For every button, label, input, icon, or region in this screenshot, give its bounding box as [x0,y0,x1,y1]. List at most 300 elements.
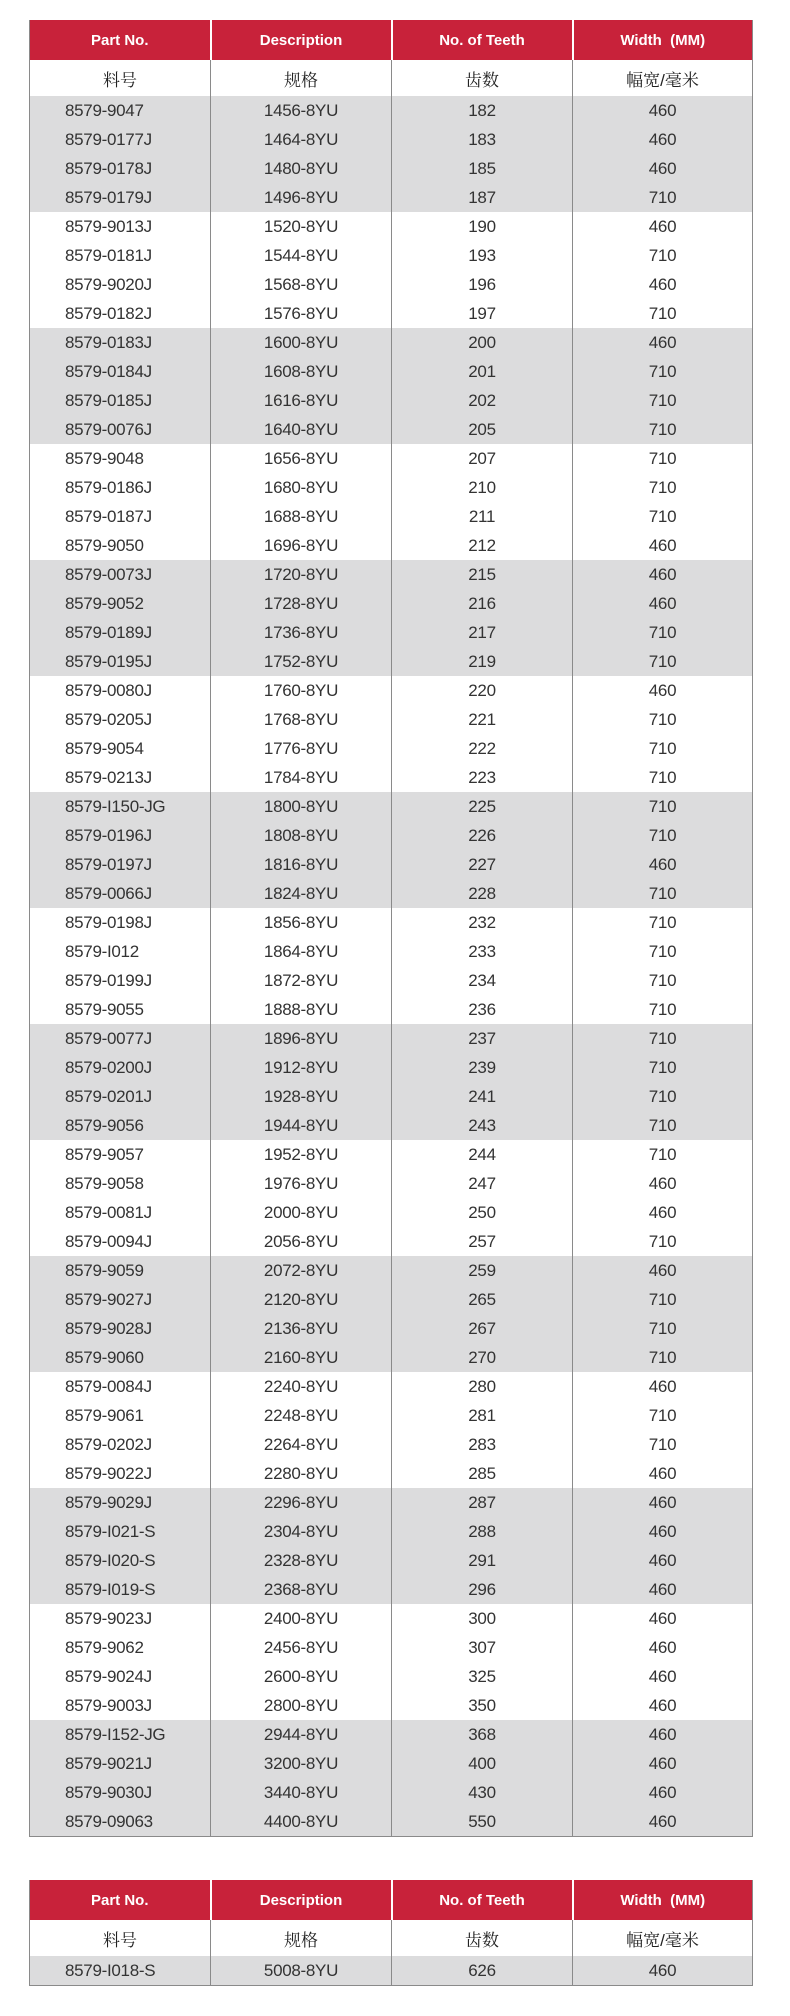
cell-width: 710 [573,937,753,966]
table-row [30,299,753,328]
cell-part-no: 8579-0084J [30,1372,211,1401]
header-description: Description [211,20,392,60]
cell-description: 1896-8YU [211,1024,392,1053]
cell-teeth: 205 [392,415,573,444]
header-zh-description: 规格 [211,1920,392,1956]
header-teeth: No. of Teeth [392,1880,573,1920]
cell-teeth: 296 [392,1575,573,1604]
cell-width: 710 [573,299,753,328]
cell-part-no: 8579-I152-JG [30,1720,211,1749]
cell-teeth: 247 [392,1169,573,1198]
cell-part-no: 8579-9057 [30,1140,211,1169]
table-row [30,995,753,1024]
cell-width: 460 [573,1546,753,1575]
cell-description: 2400-8YU [211,1604,392,1633]
cell-width: 710 [573,1111,753,1140]
cell-part-no: 8579-9052 [30,589,211,618]
cell-part-no: 8579-9047 [30,96,211,125]
cell-width: 460 [573,125,753,154]
table-row [30,1604,753,1633]
table-row [30,1807,753,1837]
cell-teeth: 243 [392,1111,573,1140]
cell-teeth: 244 [392,1140,573,1169]
cell-width: 710 [573,444,753,473]
header-zh-description: 规格 [211,60,392,96]
cell-width: 710 [573,1343,753,1372]
cell-width: 710 [573,879,753,908]
cell-description: 2304-8YU [211,1517,392,1546]
cell-part-no: 8579-9024J [30,1662,211,1691]
table-row [30,1430,753,1459]
parts-table [29,20,753,1837]
cell-part-no: 8579-9028J [30,1314,211,1343]
table-row [30,560,753,589]
cell-description: 2056-8YU [211,1227,392,1256]
cell-description: 2368-8YU [211,1575,392,1604]
cell-description: 2800-8YU [211,1691,392,1720]
cell-description: 1784-8YU [211,763,392,792]
cell-part-no: 8579-0183J [30,328,211,357]
cell-teeth: 400 [392,1749,573,1778]
table-row [30,908,753,937]
table-row [30,386,753,415]
table-row [30,1227,753,1256]
table-body [30,96,753,1837]
cell-description: 1480-8YU [211,154,392,183]
cell-part-no: 8579-9023J [30,1604,211,1633]
table-row [30,1517,753,1546]
cell-teeth: 241 [392,1082,573,1111]
cell-width: 710 [573,618,753,647]
cell-description: 2000-8YU [211,1198,392,1227]
cell-part-no: 8579-9048 [30,444,211,473]
cell-description: 2328-8YU [211,1546,392,1575]
cell-description: 2456-8YU [211,1633,392,1662]
cell-description: 1760-8YU [211,676,392,705]
cell-part-no: 8579-0182J [30,299,211,328]
table-row [30,1778,753,1807]
cell-width: 710 [573,386,753,415]
header-zh-row [30,1920,753,1956]
cell-width: 460 [573,1459,753,1488]
cell-part-no: 8579-I020-S [30,1546,211,1575]
cell-description: 1816-8YU [211,850,392,879]
cell-teeth: 265 [392,1285,573,1314]
cell-teeth: 196 [392,270,573,299]
cell-description: 1928-8YU [211,1082,392,1111]
table-row [30,1956,753,1986]
cell-part-no: 8579-9021J [30,1749,211,1778]
table-row [30,1082,753,1111]
cell-width: 710 [573,502,753,531]
cell-teeth: 291 [392,1546,573,1575]
cell-description: 1872-8YU [211,966,392,995]
cell-teeth: 222 [392,734,573,763]
cell-description: 2248-8YU [211,1401,392,1430]
header-row [30,20,753,60]
cell-teeth: 236 [392,995,573,1024]
cell-teeth: 237 [392,1024,573,1053]
cell-teeth: 212 [392,531,573,560]
cell-width: 710 [573,1024,753,1053]
cell-part-no: 8579-9058 [30,1169,211,1198]
cell-part-no: 8579-9055 [30,995,211,1024]
cell-width: 460 [573,1604,753,1633]
cell-description: 1776-8YU [211,734,392,763]
header-teeth: No. of Teeth [392,20,573,60]
cell-width: 460 [573,1691,753,1720]
cell-width: 710 [573,821,753,850]
cell-part-no: 8579-9061 [30,1401,211,1430]
cell-description: 1696-8YU [211,531,392,560]
cell-description: 1728-8YU [211,589,392,618]
header-zh-width: 幅宽/毫米 [573,60,753,96]
cell-part-no: 8579-0213J [30,763,211,792]
table-row [30,270,753,299]
cell-teeth: 267 [392,1314,573,1343]
cell-width: 710 [573,1314,753,1343]
cell-description: 1944-8YU [211,1111,392,1140]
table-row [30,1633,753,1662]
cell-teeth: 283 [392,1430,573,1459]
cell-part-no: 8579-0195J [30,647,211,676]
cell-part-no: 8579-0187J [30,502,211,531]
cell-teeth: 234 [392,966,573,995]
table-row [30,473,753,502]
cell-part-no: 8579-0196J [30,821,211,850]
cell-teeth: 288 [392,1517,573,1546]
cell-part-no: 8579-0081J [30,1198,211,1227]
table-row [30,125,753,154]
cell-description: 3200-8YU [211,1749,392,1778]
cell-part-no: 8579-0177J [30,125,211,154]
cell-description: 2600-8YU [211,1662,392,1691]
cell-description: 2072-8YU [211,1256,392,1285]
table-row [30,1488,753,1517]
cell-width: 710 [573,995,753,1024]
cell-width: 460 [573,96,753,125]
cell-teeth: 216 [392,589,573,618]
table-row [30,531,753,560]
cell-width: 710 [573,763,753,792]
cell-teeth: 182 [392,96,573,125]
cell-description: 1496-8YU [211,183,392,212]
cell-width: 460 [573,1633,753,1662]
cell-width: 460 [573,1169,753,1198]
table-row [30,357,753,386]
table-row [30,154,753,183]
cell-part-no: 8579-0199J [30,966,211,995]
cell-description: 3440-8YU [211,1778,392,1807]
cell-description: 5008-8YU [211,1956,392,1986]
cell-teeth: 183 [392,125,573,154]
cell-description: 1888-8YU [211,995,392,1024]
header-zh-part-no: 料号 [30,1920,211,1956]
table-row [30,1749,753,1778]
cell-teeth: 201 [392,357,573,386]
cell-width: 460 [573,531,753,560]
table-row [30,444,753,473]
cell-width: 460 [573,1372,753,1401]
table-row [30,1169,753,1198]
cell-teeth: 259 [392,1256,573,1285]
header-zh-part-no: 料号 [30,60,211,96]
cell-teeth: 210 [392,473,573,502]
cell-part-no: 8579-0198J [30,908,211,937]
cell-description: 2160-8YU [211,1343,392,1372]
table-row [30,647,753,676]
table-row [30,1459,753,1488]
table-row [30,850,753,879]
cell-teeth: 368 [392,1720,573,1749]
cell-width: 460 [573,1807,753,1837]
cell-description: 1616-8YU [211,386,392,415]
cell-width: 710 [573,705,753,734]
cell-part-no: 8579-9013J [30,212,211,241]
cell-part-no: 8579-9029J [30,1488,211,1517]
cell-part-no: 8579-0066J [30,879,211,908]
table-row [30,1024,753,1053]
cell-teeth: 190 [392,212,573,241]
header-zh-row [30,60,753,96]
cell-description: 1640-8YU [211,415,392,444]
cell-width: 460 [573,589,753,618]
cell-teeth: 223 [392,763,573,792]
cell-width: 710 [573,792,753,821]
cell-width: 710 [573,647,753,676]
cell-width: 710 [573,241,753,270]
cell-teeth: 250 [392,1198,573,1227]
cell-teeth: 257 [392,1227,573,1256]
cell-width: 710 [573,1227,753,1256]
cell-description: 1600-8YU [211,328,392,357]
cell-description: 1656-8YU [211,444,392,473]
cell-teeth: 187 [392,183,573,212]
cell-description: 1912-8YU [211,1053,392,1082]
cell-width: 710 [573,1430,753,1459]
cell-teeth: 280 [392,1372,573,1401]
cell-teeth: 220 [392,676,573,705]
cell-width: 460 [573,328,753,357]
header-zh-teeth: 齿数 [392,60,573,96]
cell-width: 460 [573,212,753,241]
table-row [30,618,753,647]
cell-teeth: 227 [392,850,573,879]
cell-part-no: 8579-9030J [30,1778,211,1807]
cell-width: 460 [573,1956,753,1986]
cell-width: 460 [573,1256,753,1285]
extra-table-body [30,1956,753,1986]
cell-width: 710 [573,734,753,763]
table-row [30,1401,753,1430]
table-row [30,1720,753,1749]
cell-width: 710 [573,473,753,502]
header-description: Description [211,1880,392,1920]
table-row [30,1314,753,1343]
cell-description: 2280-8YU [211,1459,392,1488]
table-row [30,1256,753,1285]
cell-part-no: 8579-0184J [30,357,211,386]
cell-description: 2136-8YU [211,1314,392,1343]
cell-part-no: 8579-0179J [30,183,211,212]
cell-teeth: 202 [392,386,573,415]
header-width: Width (MM) [573,20,753,60]
cell-description: 1568-8YU [211,270,392,299]
cell-part-no: 8579-9003J [30,1691,211,1720]
table-row [30,589,753,618]
cell-width: 460 [573,154,753,183]
cell-width: 460 [573,1720,753,1749]
cell-teeth: 325 [392,1662,573,1691]
cell-width: 710 [573,1401,753,1430]
table-row [30,1198,753,1227]
cell-width: 460 [573,1749,753,1778]
table-row [30,705,753,734]
cell-teeth: 215 [392,560,573,589]
cell-width: 710 [573,966,753,995]
cell-description: 1952-8YU [211,1140,392,1169]
table-row [30,1372,753,1401]
cell-part-no: 8579-0205J [30,705,211,734]
cell-part-no: 8579-9062 [30,1633,211,1662]
cell-width: 460 [573,1662,753,1691]
cell-part-no: 8579-0186J [30,473,211,502]
table-row [30,1546,753,1575]
cell-part-no: 8579-0200J [30,1053,211,1082]
cell-part-no: 8579-9022J [30,1459,211,1488]
cell-description: 1976-8YU [211,1169,392,1198]
cell-description: 2264-8YU [211,1430,392,1459]
cell-teeth: 550 [392,1807,573,1837]
cell-width: 710 [573,1285,753,1314]
cell-width: 460 [573,270,753,299]
cell-description: 1464-8YU [211,125,392,154]
cell-description: 1752-8YU [211,647,392,676]
cell-part-no: 8579-0201J [30,1082,211,1111]
cell-width: 460 [573,1575,753,1604]
header-part-no: Part No. [30,20,211,60]
table-row [30,821,753,850]
cell-teeth: 219 [392,647,573,676]
cell-teeth: 197 [392,299,573,328]
cell-teeth: 232 [392,908,573,937]
table-row [30,1285,753,1314]
table-row [30,879,753,908]
cell-teeth: 193 [392,241,573,270]
cell-part-no: 8579-9060 [30,1343,211,1372]
table-row [30,1111,753,1140]
cell-part-no: 8579-0189J [30,618,211,647]
cell-width: 460 [573,560,753,589]
table-row [30,937,753,966]
cell-width: 460 [573,1778,753,1807]
table-row [30,1343,753,1372]
cell-description: 1544-8YU [211,241,392,270]
cell-teeth: 307 [392,1633,573,1662]
cell-width: 460 [573,850,753,879]
table-row [30,328,753,357]
cell-part-no: 8579-I021-S [30,1517,211,1546]
cell-description: 2240-8YU [211,1372,392,1401]
cell-part-no: 8579-09063 [30,1807,211,1837]
cell-part-no: 8579-0076J [30,415,211,444]
cell-part-no: 8579-9056 [30,1111,211,1140]
table-row [30,763,753,792]
cell-description: 2944-8YU [211,1720,392,1749]
cell-description: 1688-8YU [211,502,392,531]
cell-description: 1736-8YU [211,618,392,647]
cell-teeth: 350 [392,1691,573,1720]
cell-part-no: 8579-9050 [30,531,211,560]
table-row [30,676,753,705]
cell-description: 2296-8YU [211,1488,392,1517]
cell-part-no: 8579-0094J [30,1227,211,1256]
header-zh-width: 幅宽/毫米 [573,1920,753,1956]
cell-teeth: 285 [392,1459,573,1488]
cell-description: 1576-8YU [211,299,392,328]
table-row [30,1575,753,1604]
cell-description: 1864-8YU [211,937,392,966]
cell-width: 710 [573,908,753,937]
cell-teeth: 287 [392,1488,573,1517]
table-row [30,183,753,212]
table-row [30,212,753,241]
table-row [30,1691,753,1720]
header-width: Width (MM) [573,1880,753,1920]
table-row [30,415,753,444]
cell-description: 1520-8YU [211,212,392,241]
table-row [30,1053,753,1082]
cell-teeth: 211 [392,502,573,531]
cell-part-no: 8579-0178J [30,154,211,183]
extra-parts-table [29,1880,753,1986]
cell-width: 710 [573,1082,753,1111]
cell-description: 1680-8YU [211,473,392,502]
cell-description: 2120-8YU [211,1285,392,1314]
cell-part-no: 8579-0077J [30,1024,211,1053]
table-row [30,96,753,125]
cell-teeth: 233 [392,937,573,966]
cell-teeth: 300 [392,1604,573,1633]
cell-width: 710 [573,415,753,444]
cell-teeth: 228 [392,879,573,908]
cell-description: 1720-8YU [211,560,392,589]
cell-teeth: 217 [392,618,573,647]
cell-teeth: 221 [392,705,573,734]
header-part-no: Part No. [30,1880,211,1920]
cell-width: 710 [573,1140,753,1169]
cell-width: 460 [573,1488,753,1517]
cell-part-no: 8579-9059 [30,1256,211,1285]
cell-teeth: 226 [392,821,573,850]
cell-part-no: 8579-0202J [30,1430,211,1459]
cell-width: 710 [573,1053,753,1082]
cell-part-no: 8579-I150-JG [30,792,211,821]
table-row [30,241,753,270]
cell-teeth: 200 [392,328,573,357]
cell-part-no: 8579-0185J [30,386,211,415]
cell-part-no: 8579-I019-S [30,1575,211,1604]
table-row [30,792,753,821]
cell-width: 710 [573,357,753,386]
cell-teeth: 626 [392,1956,573,1986]
cell-description: 4400-8YU [211,1807,392,1837]
cell-teeth: 185 [392,154,573,183]
cell-part-no: 8579-I012 [30,937,211,966]
cell-part-no: 8579-9020J [30,270,211,299]
cell-description: 1808-8YU [211,821,392,850]
cell-teeth: 430 [392,1778,573,1807]
